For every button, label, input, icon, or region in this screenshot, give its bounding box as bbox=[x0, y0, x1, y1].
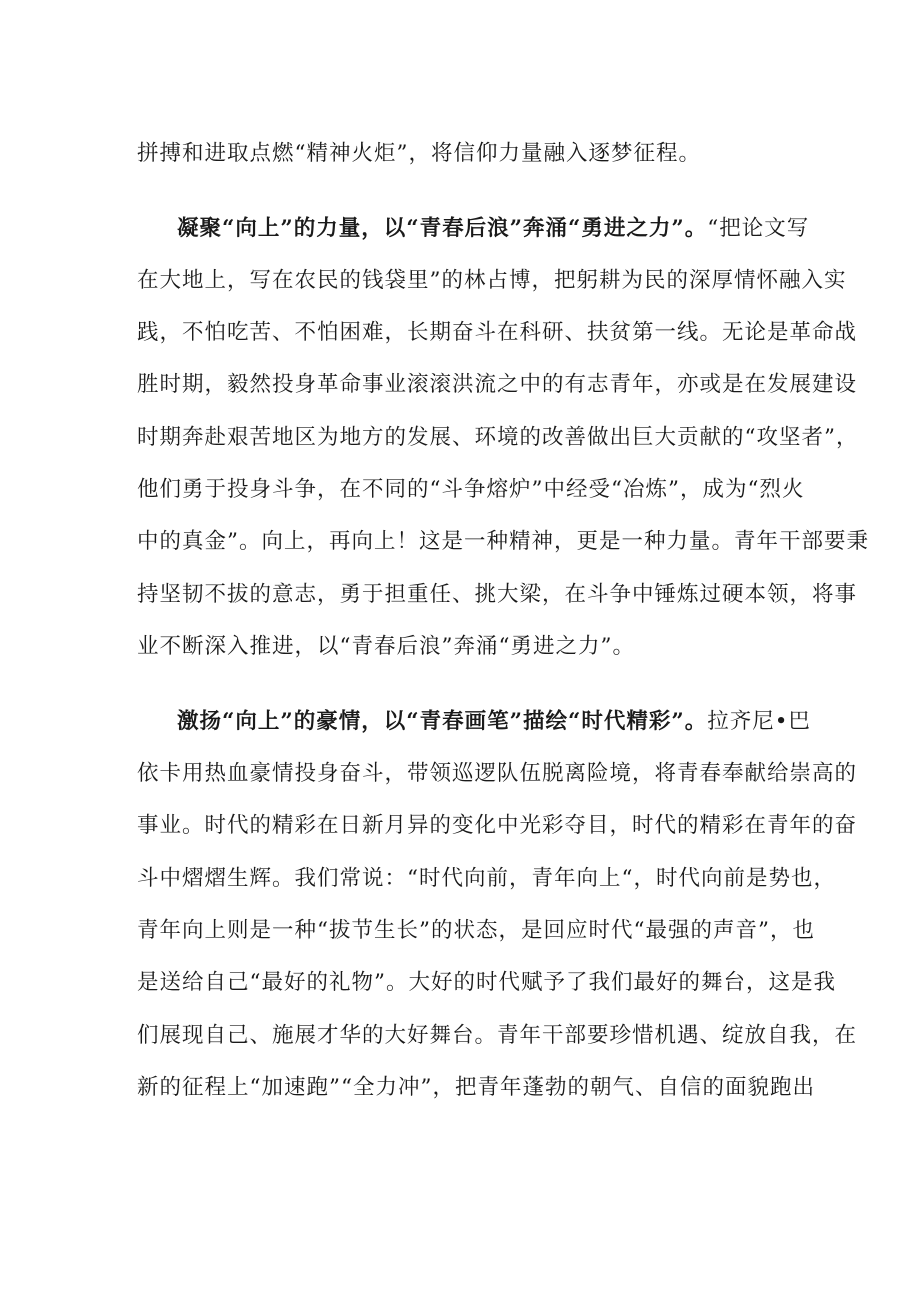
paragraph-2-line-7: 中的真金”。向上，再向上！这是一种精神，更是一种力量。青年干部要秉 bbox=[137, 529, 869, 554]
paragraph-2-line-9: 业不断深入推进，以“青春后浪”奔涌“勇进之力”。 bbox=[137, 634, 635, 659]
paragraph-1-line-1: 拼搏和进取点燃“精神火炬”，将信仰力量融入逐梦征程。 bbox=[137, 141, 701, 166]
paragraph-3-line-6: 是送给自己“最好的礼物”。大好的时代赋予了我们最好的舞台，这是我 bbox=[137, 970, 836, 995]
paragraph-3-line-3: 事业。时代的精彩在日新月异的变化中光彩夺目，时代的精彩在青年的奋 bbox=[137, 813, 858, 838]
paragraph-2-line-4: 胜时期，毅然投身革命事业滚滚洪流之中的有志青年，亦或是在发展建设 bbox=[137, 372, 858, 397]
paragraph-2-line-6: 他们勇于投身斗争，在不同的“斗争熔炉”中经受“冶炼”，成为“烈火 bbox=[137, 477, 805, 502]
paragraph-3-line-7: 们展现自己、施展才华的大好舞台。青年干部要珍惜机遇、绽放自我，在 bbox=[137, 1023, 858, 1048]
paragraph-3-line-1-text: 拉齐尼•巴 bbox=[707, 709, 811, 734]
paragraph-2-line-5: 时期奔赴艰苦地区为地方的发展、环境的改善做出巨大贡献的“攻坚者”， bbox=[137, 425, 859, 450]
paragraph-2-line-8: 持坚韧不拔的意志，勇于担重任、挑大梁，在斗争中锤炼过硬本领，将事 bbox=[137, 582, 858, 607]
paragraph-3-heading: 激扬“向上”的豪情，以“青春画笔”描绘“时代精彩”。 bbox=[177, 709, 708, 734]
paragraph-2-line-1-text: “把论文写 bbox=[707, 216, 810, 241]
paragraph-2-line-3: 践，不怕吃苦、不怕困难，长期奋斗在科研、扶贫第一线。无论是革命战 bbox=[137, 320, 858, 345]
paragraph-2-heading: 凝聚“向上”的力量，以“青春后浪”奔涌“勇进之力”。 bbox=[177, 216, 708, 241]
paragraph-3-line-2: 依卡用热血豪情投身奋斗，带领巡逻队伍脱离险境，将青春奉献给崇高的 bbox=[137, 761, 858, 786]
paragraph-3-line-1 bbox=[177, 707, 811, 737]
paragraph-2-line-2: 在大地上，写在农民的钱袋里”的林占博，把躬耕为民的深厚情怀融入实 bbox=[137, 268, 847, 293]
paragraph-2-line-1 bbox=[177, 214, 810, 244]
paragraph-3-line-8: 新的征程上“加速跑”“全力冲”，把青年蓬勃的朝气、自信的面貌跑出 bbox=[137, 1075, 815, 1100]
paragraph-3-line-5: 青年向上则是一种“拔节生长”的状态，是回应时代“最强的声音”，也 bbox=[137, 918, 815, 943]
paragraph-3-line-4: 斗中熠熠生辉。我们常说：“时代向前，青年向上“，时代向前是势也， bbox=[137, 866, 836, 891]
